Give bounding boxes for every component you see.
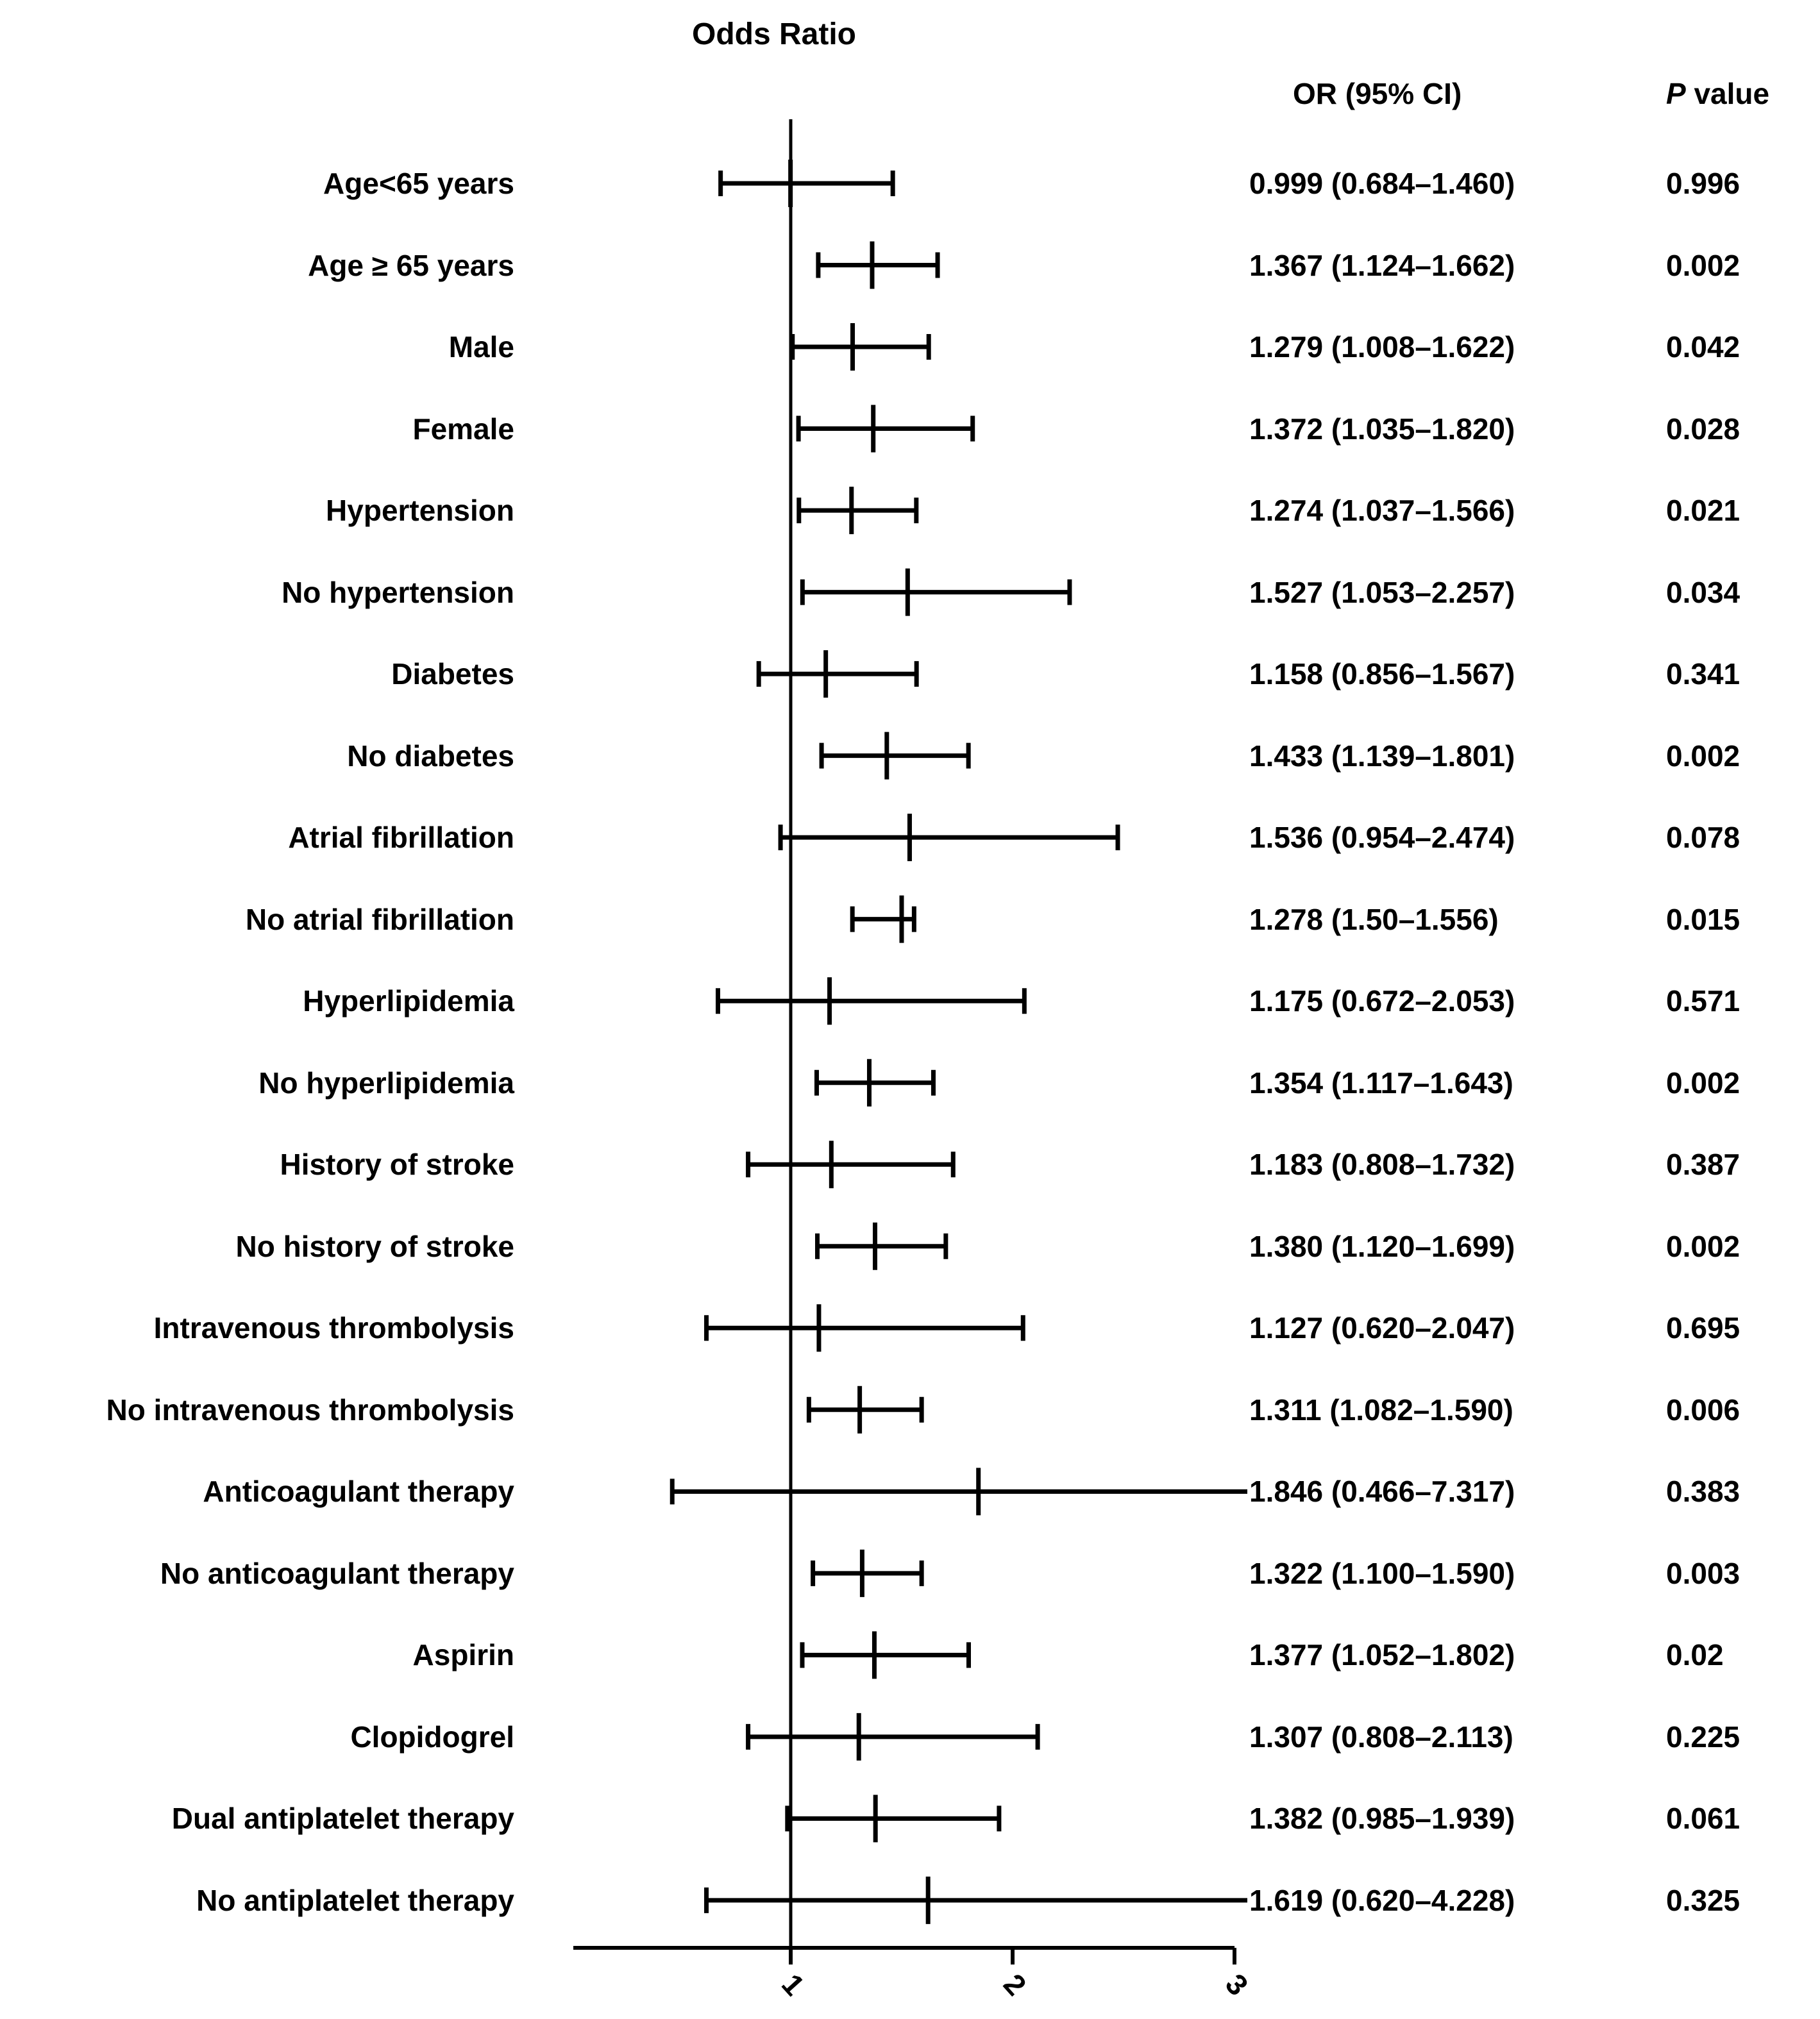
or-ci-value: 1.278 (1.50–1.556) <box>1249 902 1499 936</box>
row-label: No antiplatelet therapy <box>196 1883 514 1917</box>
row-label: No intravenous thrombolysis <box>106 1393 514 1427</box>
p-value: 0.006 <box>1666 1393 1740 1427</box>
p-value: 0.003 <box>1666 1556 1740 1590</box>
p-value: 0.325 <box>1666 1883 1740 1917</box>
p-value: 0.02 <box>1666 1638 1724 1672</box>
row-label: History of stroke <box>280 1148 514 1182</box>
or-ci-value: 1.372 (1.035–1.820) <box>1249 412 1515 446</box>
p-value: 0.387 <box>1666 1148 1740 1182</box>
row-label: Age ≥ 65 years <box>308 248 514 282</box>
row-label: No anticoagulant therapy <box>160 1556 514 1590</box>
or-ci-value: 1.127 (0.620–2.047) <box>1249 1311 1515 1345</box>
p-header-italic: P <box>1666 77 1686 110</box>
row-label: Hypertension <box>326 494 514 528</box>
row-label: No atrial fibrillation <box>245 902 514 936</box>
row-label: Aspirin <box>412 1638 514 1672</box>
p-value: 0.002 <box>1666 1066 1740 1100</box>
x-axis-tick-label: 2 <box>997 1967 1033 2002</box>
row-label: Atrial fibrillation <box>288 821 514 855</box>
p-value: 0.695 <box>1666 1311 1740 1345</box>
x-axis-tick-label: 1 <box>775 1967 811 2002</box>
or-ci-value: 1.175 (0.672–2.053) <box>1249 984 1515 1018</box>
p-value: 0.002 <box>1666 739 1740 773</box>
row-label: Female <box>412 412 514 446</box>
row-label: No hyperlipidemia <box>258 1066 514 1100</box>
p-value: 0.042 <box>1666 330 1740 364</box>
p-header-rest: value <box>1685 77 1770 110</box>
or-ci-value: 1.307 (0.808–2.113) <box>1249 1720 1513 1754</box>
or-ci-value: 1.433 (1.139–1.801) <box>1249 739 1515 773</box>
row-label: Hyperlipidemia <box>303 984 514 1018</box>
or-ci-value: 1.311 (1.082–1.590) <box>1249 1393 1513 1427</box>
p-value: 0.002 <box>1666 248 1740 282</box>
or-ci-value: 1.380 (1.120–1.699) <box>1249 1229 1515 1263</box>
p-value: 0.571 <box>1666 984 1740 1018</box>
row-label: No diabetes <box>347 739 514 773</box>
row-label: Clopidogrel <box>350 1720 514 1754</box>
or-ci-value: 1.354 (1.117–1.643) <box>1249 1066 1513 1100</box>
p-value: 0.078 <box>1666 821 1740 855</box>
row-label: Male <box>448 330 514 364</box>
row-label: Age<65 years <box>323 167 514 200</box>
row-label: No hypertension <box>282 575 514 609</box>
row-label: Intravenous thrombolysis <box>153 1311 514 1345</box>
p-value: 0.061 <box>1666 1802 1740 1836</box>
or-ci-value: 1.158 (0.856–1.567) <box>1249 657 1515 691</box>
row-label: Dual antiplatelet therapy <box>171 1802 514 1836</box>
or-ci-value: 1.274 (1.037–1.566) <box>1249 494 1515 528</box>
or-ci-value: 1.279 (1.008–1.622) <box>1249 330 1515 364</box>
or-ci-value: 1.536 (0.954–2.474) <box>1249 821 1515 855</box>
row-label: Diabetes <box>391 657 514 691</box>
p-value: 0.341 <box>1666 657 1740 691</box>
p-value: 0.002 <box>1666 1229 1740 1263</box>
or-ci-value: 1.367 (1.124–1.662) <box>1249 248 1515 282</box>
p-value: 0.225 <box>1666 1720 1740 1754</box>
x-axis-tick-label: 3 <box>1219 1967 1255 2002</box>
row-label: Anticoagulant therapy <box>203 1475 514 1509</box>
or-ci-value: 1.382 (0.985–1.939) <box>1249 1802 1515 1836</box>
or-ci-value: 1.183 (0.808–1.732) <box>1249 1148 1515 1182</box>
p-value: 0.028 <box>1666 412 1740 446</box>
column-header-or-ci: OR (95% CI) <box>1293 77 1462 110</box>
p-value: 0.034 <box>1666 575 1740 609</box>
chart-title: Odds Ratio <box>691 17 857 51</box>
p-value: 0.996 <box>1666 167 1740 200</box>
row-label: No history of stroke <box>235 1229 514 1263</box>
or-ci-value: 1.846 (0.466–7.317) <box>1249 1475 1515 1509</box>
or-ci-value: 1.527 (1.053–2.257) <box>1249 575 1515 609</box>
or-ci-value: 1.322 (1.100–1.590) <box>1249 1556 1515 1590</box>
p-value: 0.021 <box>1666 494 1740 528</box>
p-value: 0.383 <box>1666 1475 1740 1509</box>
or-ci-value: 1.619 (0.620–4.228) <box>1249 1883 1515 1917</box>
or-ci-value: 1.377 (1.052–1.802) <box>1249 1638 1515 1672</box>
p-value: 0.015 <box>1666 902 1740 936</box>
or-ci-value: 0.999 (0.684–1.460) <box>1249 167 1515 200</box>
